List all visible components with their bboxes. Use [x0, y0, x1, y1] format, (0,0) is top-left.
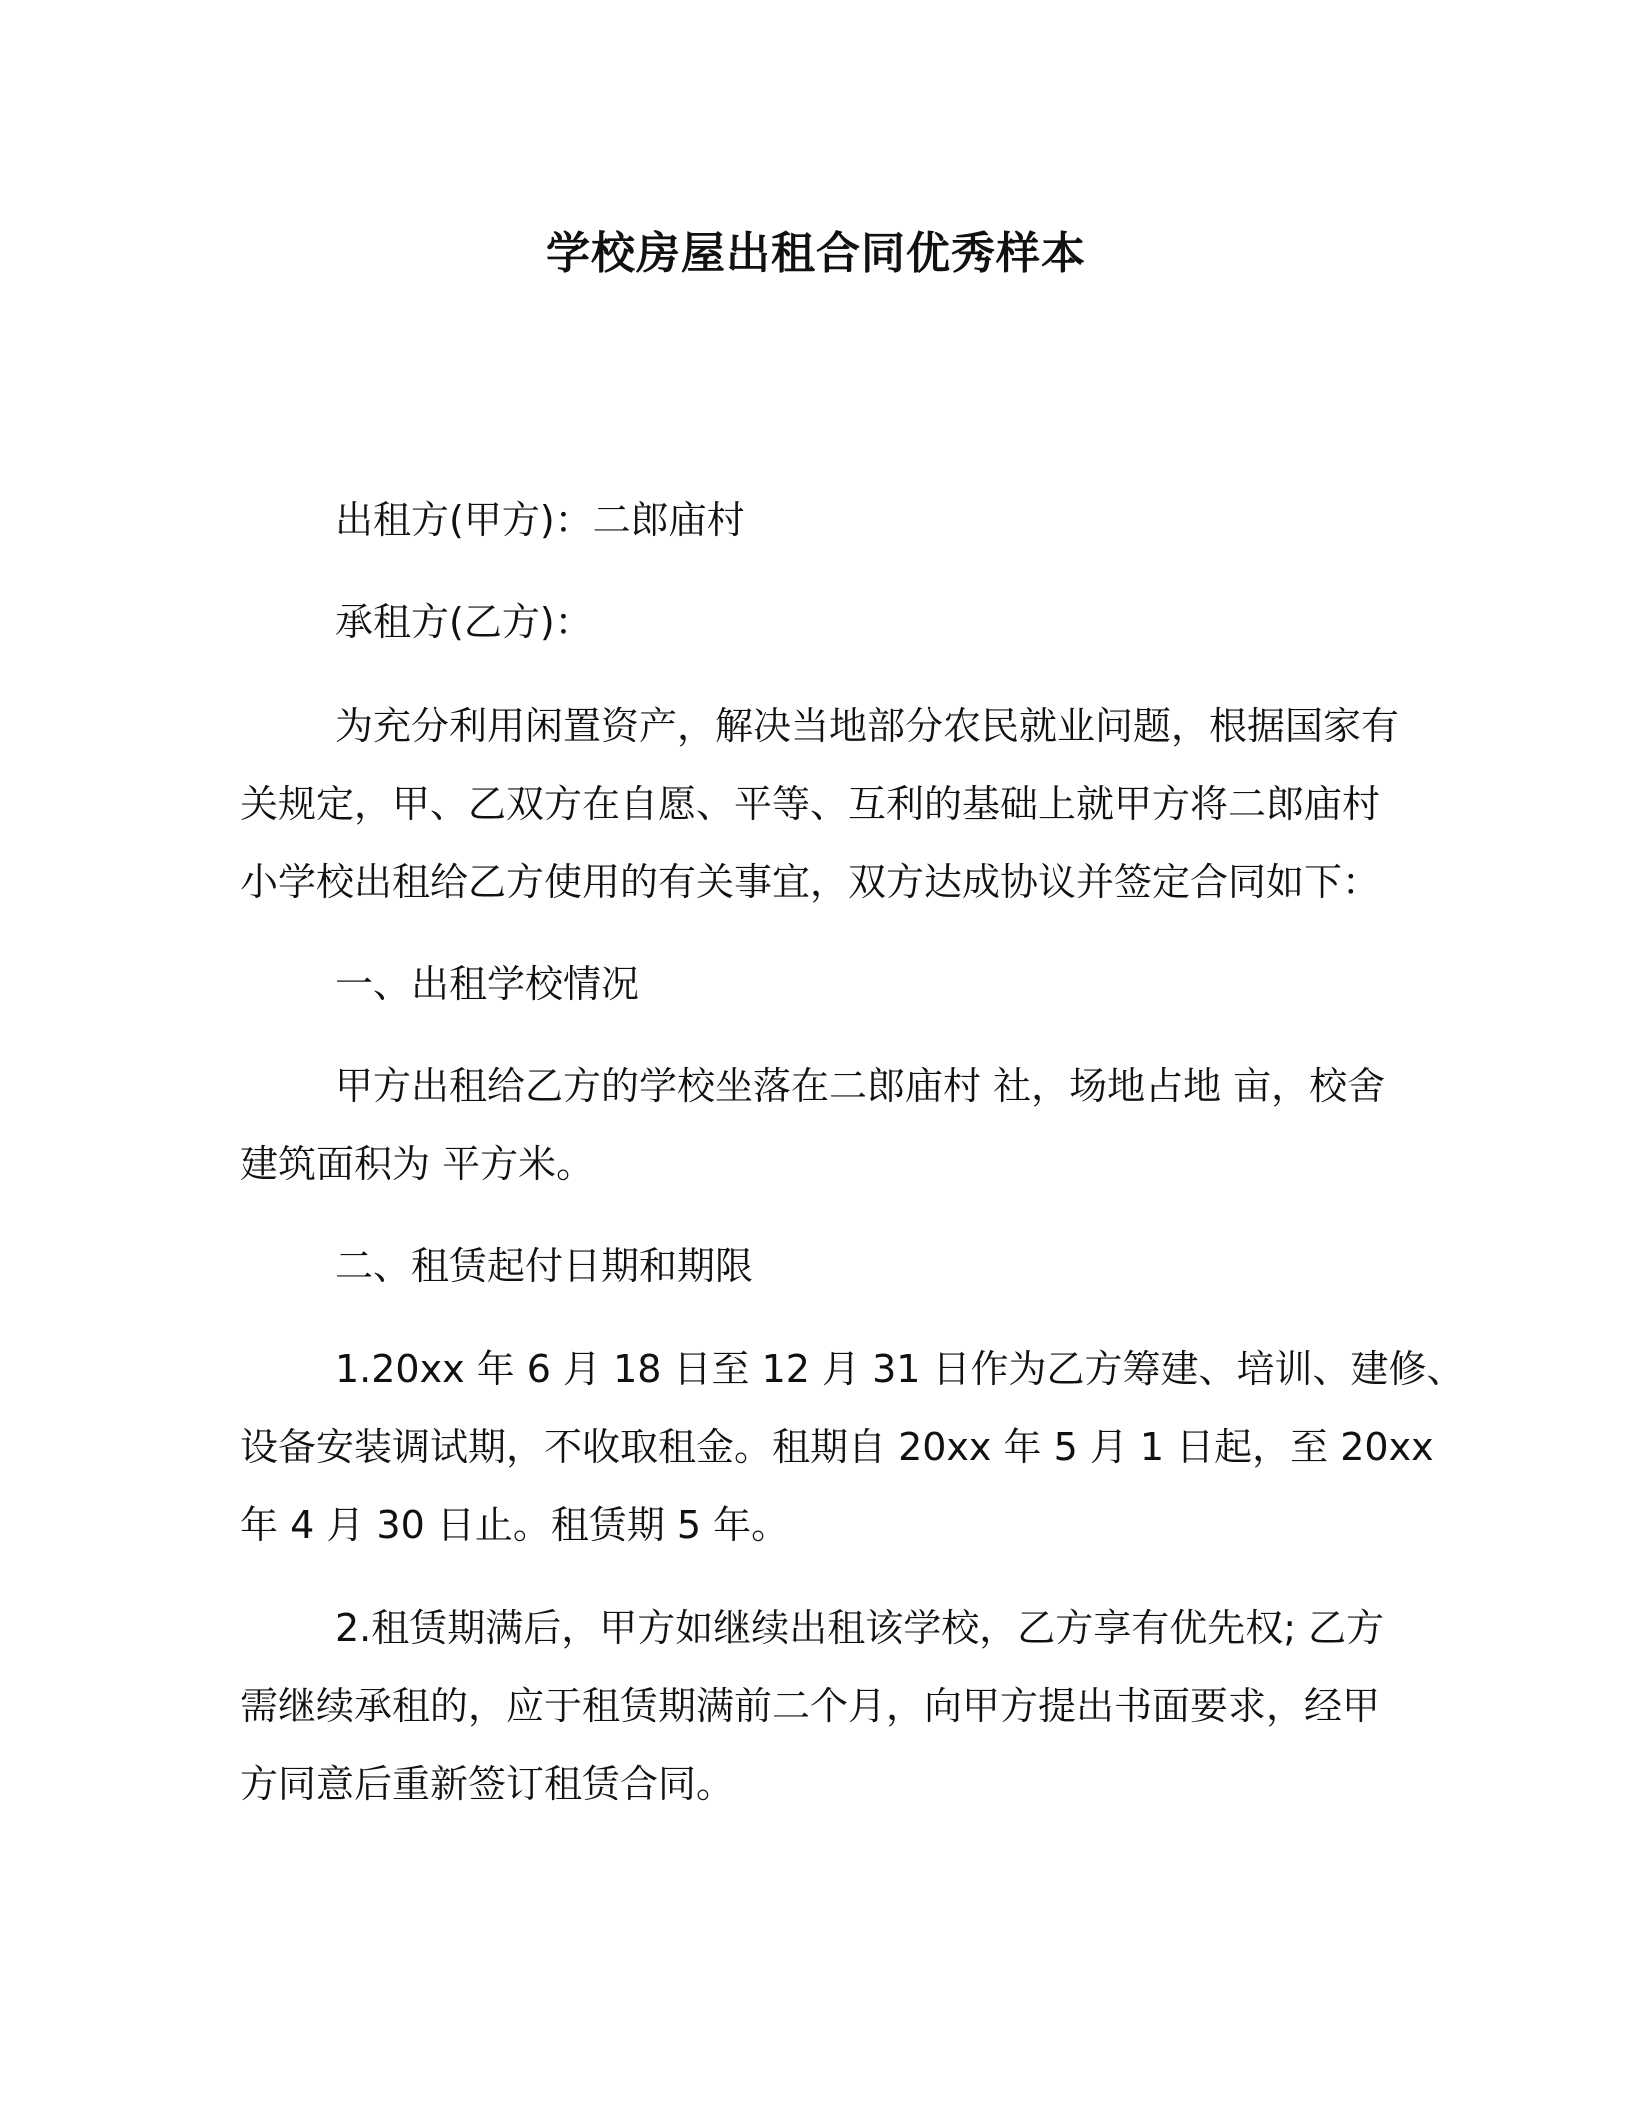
intro-line-3: 小学校出租给乙方使用的有关事宜，双方达成协议并签定合同如下：	[240, 860, 1381, 904]
clause1-line-3: 年 4 月 30 日止。租赁期 5 年。	[240, 1503, 790, 1547]
lessor-line: 出租方(甲方)：二郎庙村	[335, 498, 745, 542]
clause1-line-2: 设备安装调试期，不收取租金。租期自 20xx 年 5 月 1 日起，至 20xx	[240, 1425, 1434, 1469]
clause2-line-3: 方同意后重新签订租赁合同。	[240, 1762, 735, 1806]
clause2-line-1: 2.租赁期满后，甲方如继续出租该学校，乙方享有优先权; 乙方	[335, 1606, 1385, 1650]
section2-heading: 二、租赁起付日期和期限	[335, 1244, 754, 1288]
section1-line-1: 甲方出租给乙方的学校坐落在二郎庙村 社，场地占地 亩，校舍	[335, 1064, 1386, 1108]
clause1-line-1: 1.20xx 年 6 月 18 日至 12 月 31 日作为乙方筹建、培训、建修、	[335, 1347, 1465, 1391]
lessee-line: 承租方(乙方)：	[335, 600, 593, 644]
clause2-line-2: 需继续承租的，应于租赁期满前二个月，向甲方提出书面要求，经甲	[240, 1684, 1381, 1728]
document-title: 学校房屋出租合同优秀样本	[546, 228, 1086, 279]
intro-line-2: 关规定，甲、乙双方在自愿、平等、互利的基础上就甲方将二郎庙村	[240, 782, 1381, 826]
section1-line-2: 建筑面积为 平方米。	[240, 1142, 595, 1186]
intro-line-1: 为充分利用闲置资产，解决当地部分农民就业问题，根据国家有	[335, 704, 1400, 748]
section1-heading: 一、出租学校情况	[335, 962, 640, 1006]
